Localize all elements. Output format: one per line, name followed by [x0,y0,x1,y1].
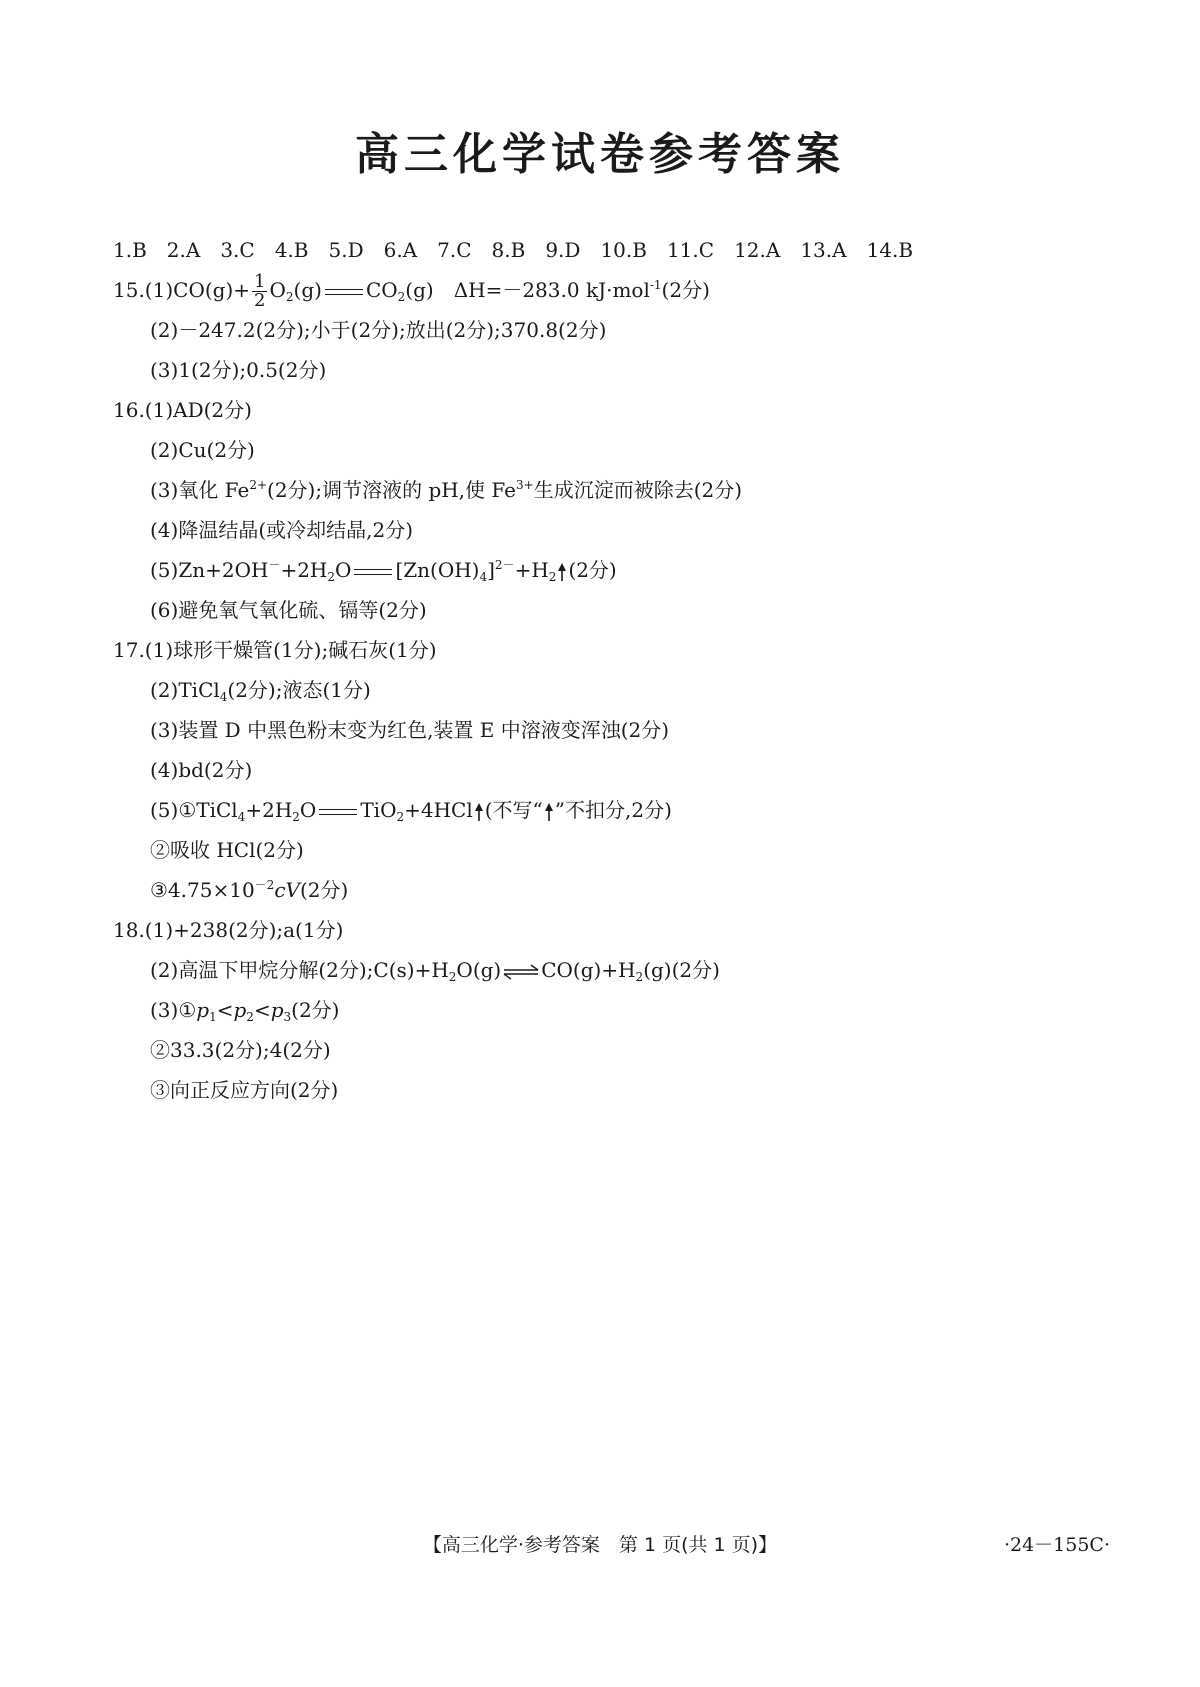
page-footer [0,1530,1200,1560]
q17-part2: (2)TiCl$_4$(2分);液态(1分) [150,678,371,704]
mc-answer: 14.B [866,238,914,262]
mc-answer: 2.A [166,238,201,262]
mc-answer: 5.D [328,238,364,262]
mc-answer: 10.B [600,238,647,262]
answer-body [113,230,1113,1110]
q17-part7: $③4.75\times 10^{-2}cV(2$分) [150,878,349,902]
footer-doc-code: ·24－155C· [1003,1534,1110,1556]
equals-reaction-sign [316,802,360,822]
mc-answer: 8.B [491,238,526,262]
mc-answer: 12.A [734,238,781,262]
q17-part6: ②吸收 HCl(2分) [150,838,304,862]
mc-answer: 9.D [545,238,581,262]
q15-part3: (3)1(2分);0.5(2分) [150,358,327,382]
q17-part3: (3)装置 D 中黑色粉末变为红色,装置 E 中溶液变浑浊(2分) [150,718,670,742]
q15-part2: (2)－247.2(2分);小于(2分);放出(2分);370.8(2分) [150,318,607,342]
gas-up-arrow-icon [556,562,568,582]
mc-answer: 7.C [437,238,472,262]
mc-answer: 11.C [666,238,715,262]
gas-up-arrow-icon [543,802,555,822]
mc-answer: 3.C [220,238,255,262]
fraction-one-half: $\frac{1}{2}$ [254,271,266,311]
footer-page-info: 【高三化学·参考答案 第 1 页(共 1 页)】 [422,1534,778,1556]
equals-reaction-sign [322,282,366,302]
q18-part2: (2)高温下甲烷分解(2分)$;C(s)+H_2O(g)$ $CO(g)+H_2(g)(2$分) [150,958,720,984]
q18-part4: ②33.3(2分);4(2分) [150,1038,331,1062]
page-title: 高三化学试卷参考答案 [355,129,845,180]
q18-part1: 18.(1)+238(2分);a(1分) [113,918,344,942]
reversible-reaction-arrow-icon [501,962,541,982]
q16-part3: (3)氧化 $Fe^{2+}(2$分);调节溶液的 pH,使 $Fe^{3+}$生成沉淀而被除去(2分) [150,478,743,502]
q17-part4: (4)bd(2分) [150,758,253,782]
q17-part1: 17.(1)球形干燥管(1分);碱石灰(1分) [113,638,437,662]
mc-answer: 6.A [383,238,418,262]
q17-part5: $(5)①TiCl_4+2H_2O$ TiO$_2$+4HCl (不写“ ”不扣分,2分) [150,798,672,824]
q16-part4: (4)降温结晶(或冷却结晶,2分) [150,518,414,542]
multiple-choice-answers [113,230,1113,270]
q15-part1: 15.(1)CO(g)+ $\frac{1}{2}$ $O_2(g)$ $CO_2(g)$ ΔH=－283.0 kJ·mol$^{-1}$(2分) [113,271,710,311]
mc-answer: 1.B [113,238,147,262]
mc-answer: 13.A [800,238,847,262]
equals-reaction-sign [351,562,395,582]
q18-part3: $(3)①p_1<p_2<p_3(2$分) [150,998,340,1024]
gas-up-arrow-icon [473,802,485,822]
mc-answer: 4.B [274,238,309,262]
q16-part2: (2)Cu(2分) [150,438,255,462]
q16-part1: 16.(1)AD(2分) [113,398,252,422]
q16-part6: (6)避免氧气氧化硫、镉等(2分) [150,598,427,622]
q16-part5: $(5)Zn+2OH^-+2H_2O$ $[Zn(OH)_4]^{2-}+H_2$ (2分) [150,558,617,584]
q18-part5: ③向正反应方向(2分) [150,1078,339,1102]
